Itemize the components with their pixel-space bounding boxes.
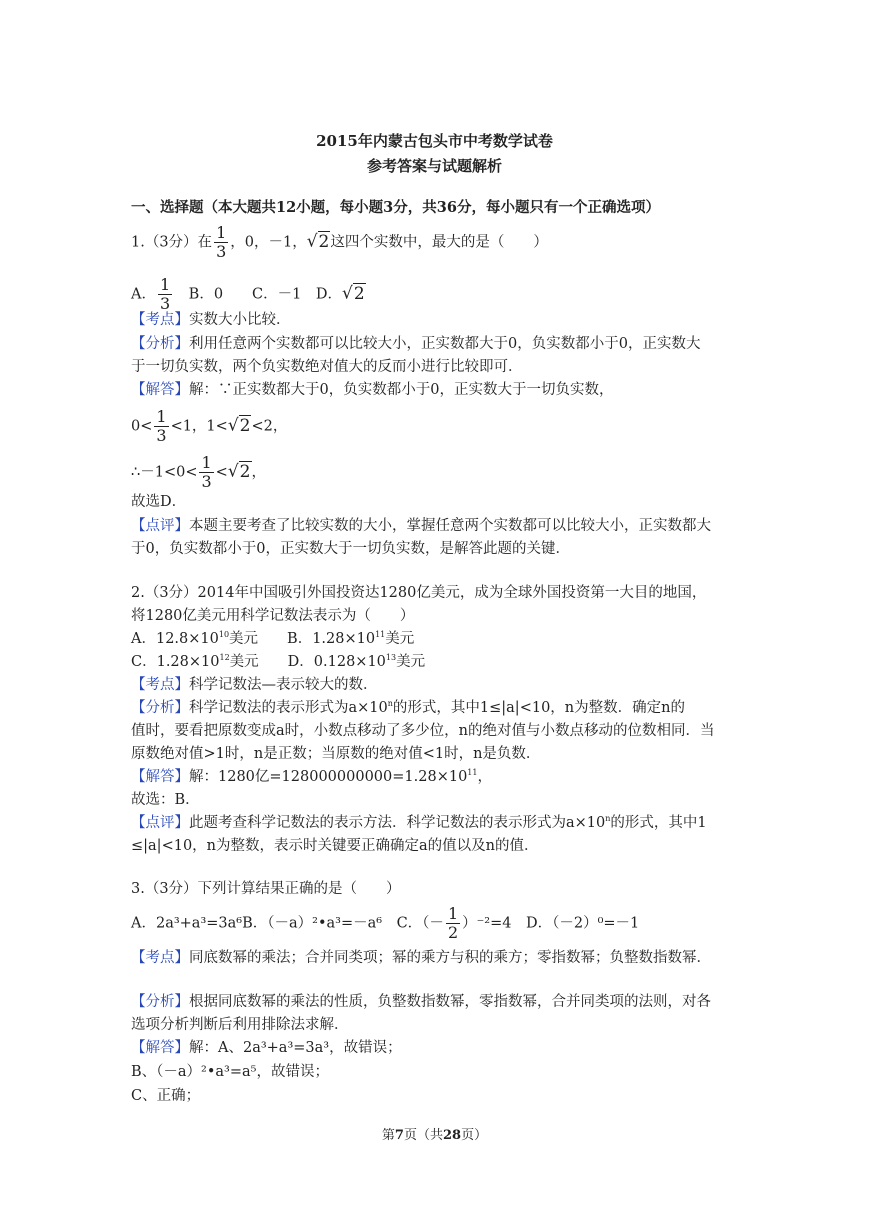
q1-option-d-sqrt: √2 xyxy=(342,283,365,304)
q3-fenxi xyxy=(131,992,711,1012)
q1-option-a-den: 3 xyxy=(159,294,171,313)
q2-kaodian-label: 【考点】 xyxy=(131,677,189,693)
dianping-label: 【点评】 xyxy=(131,518,189,534)
q1-stem-mid: ，0，－1， xyxy=(230,234,307,251)
q1-ineq1-sqrt: √2 xyxy=(227,415,251,436)
kaodian-label: 【考点】 xyxy=(131,312,189,328)
q2-stem-cont: 将1280亿美元用科学记数法表示为（ ） xyxy=(131,608,415,624)
q3-kaodian-label: 【考点】 xyxy=(131,950,189,966)
q2-dianping-label: 【点评】 xyxy=(131,815,189,831)
q1-ineq1-radicand: 2 xyxy=(239,415,251,436)
section-heading: 一、选择题（本大题共12小题，每小题3分，共36分，每小题只有一个正确选项） xyxy=(131,199,660,216)
q1-fraction-num: 1 xyxy=(216,223,227,242)
q2-option-a-exp: 10 xyxy=(218,630,230,639)
q2-option-d-unit: 美元 xyxy=(396,654,426,670)
q1-jieda xyxy=(131,380,613,400)
q1-option-a-label: A． xyxy=(131,286,156,303)
q2-option-a-unit: 美元 xyxy=(229,631,259,647)
q2-options-ab xyxy=(131,629,414,649)
q3-option-d: D．（－2）⁰=－1 xyxy=(511,915,640,932)
q1-ineq1-c: <2， xyxy=(251,418,288,435)
q1-kaodian-text: 实数大小比较． xyxy=(189,312,291,328)
q1-dianping xyxy=(131,516,711,536)
footer-page-number: 7 xyxy=(394,1128,404,1143)
q2-fenxi-cont-1: 值时，要看把原数变成a时，小数点移动了多少位，n的绝对值与小数点移动的位数相同．当 xyxy=(131,723,715,739)
q2-jieda-label: 【解答】 xyxy=(131,769,189,785)
q2-option-d: D．0.128×10 xyxy=(258,654,386,670)
q1-dianping-cont: 于0，负实数都小于0，正实数大于一切负实数，是解答此题的关键． xyxy=(131,541,570,557)
q3-jieda xyxy=(131,1038,402,1058)
q2-jieda-pre: 解：1280亿=128000000000=1.28×10 xyxy=(189,769,468,785)
q1-fenxi xyxy=(131,334,700,354)
q1-option-d-radicand: 2 xyxy=(353,283,365,304)
q3-jieda-b: B、（－a）²•a³=a⁵，故错误； xyxy=(131,1064,329,1080)
q1-sqrt-radicand: 2 xyxy=(318,231,330,252)
q1-ineq2-sqrt: √2 xyxy=(227,461,251,482)
q3-option-a: A．2a³+a³=3a⁶ xyxy=(131,915,243,932)
q3-fenxi-text: 根据同底数幂的乘法的性质，负整数指数幂，零指数幂，合并同类项的法则，对各 xyxy=(189,994,711,1010)
q1-sqrt: √2 xyxy=(306,231,330,252)
q2-answer: 故选：B． xyxy=(131,792,200,808)
q2-fenxi-exp: n xyxy=(387,699,393,708)
q2-jieda-exp: 11 xyxy=(467,768,478,777)
q1-option-a-num: 1 xyxy=(159,275,171,294)
document-subtitle: 参考答案与试题解析 xyxy=(366,157,502,175)
q3-options xyxy=(131,905,639,942)
q2-jieda-post: ， xyxy=(477,769,492,785)
q1-ineq1-num: 1 xyxy=(156,407,167,426)
q2-fenxi-pre: 科学记数法的表示形式为a×10 xyxy=(189,700,388,716)
q1-ineq2-den: 3 xyxy=(201,472,212,491)
q1-answer: 故选D． xyxy=(131,494,187,510)
q3-frac-num: 1 xyxy=(447,904,459,923)
q2-option-d-exp: 13 xyxy=(385,653,397,662)
fenxi-label: 【分析】 xyxy=(131,336,189,352)
q3-fenxi-label: 【分析】 xyxy=(131,994,189,1010)
document-title: 2015年内蒙古包头市中考数学试卷 xyxy=(316,132,553,150)
q1-stem-pre: 1.（3分）在 xyxy=(131,234,213,251)
q1-options-rest: B．0 C．－1 D． xyxy=(174,286,342,303)
q1-stem xyxy=(131,224,548,261)
footer-mid: 页（共 xyxy=(403,1128,443,1143)
q2-fenxi xyxy=(131,698,685,718)
q2-kaodian xyxy=(131,675,378,695)
q3-option-c-pre: C．（－ xyxy=(382,915,444,932)
q1-option-a-fraction xyxy=(158,276,172,313)
q3-frac-den: 2 xyxy=(447,923,459,942)
q3-jieda-c: C、正确； xyxy=(131,1088,201,1104)
q1-ineq1-den: 3 xyxy=(156,426,167,445)
q2-jieda xyxy=(131,767,492,787)
jieda-label: 【解答】 xyxy=(131,382,189,398)
q3-jieda-text: 解：A、2a³+a³=3a³，故错误； xyxy=(189,1040,402,1056)
q3-option-c-post: ）⁻²=4 xyxy=(462,915,512,932)
q1-fenxi-cont: 于一切负实数，两个负实数绝对值大的反而小进行比较即可． xyxy=(131,359,523,375)
q2-option-b-exp: 11 xyxy=(375,630,386,639)
q2-option-b: B．1.28×10 xyxy=(258,631,376,647)
q2-fenxi-post: 的形式，其中1≤|a|<10，n为整数．确定n的 xyxy=(392,700,685,716)
q2-option-c-exp: 12 xyxy=(219,653,230,662)
q2-option-c: C．1.28×10 xyxy=(131,654,220,670)
q3-fenxi-cont: 选项分析判断后利用排除法求解． xyxy=(131,1017,349,1033)
q1-ineq2-radicand: 2 xyxy=(239,461,251,482)
q3-option-c-fraction xyxy=(446,905,460,942)
q1-fraction-den: 3 xyxy=(216,242,227,261)
q1-ineq2-c: ， xyxy=(251,464,266,481)
q2-dianping-cont: ≤|a|<10，n为整数，表示时关键要正确确定a的值以及n的值． xyxy=(131,838,539,854)
q2-options-cd xyxy=(131,652,425,672)
q1-ineq1-fraction xyxy=(154,408,168,445)
q3-kaodian-text: 同底数幂的乘法；合并同类项；幂的乘方与积的乘方；零指数幂；负整数指数幂． xyxy=(189,950,711,966)
footer-total-pages: 28 xyxy=(442,1128,462,1143)
q2-option-c-unit: 美元 xyxy=(229,654,259,670)
q1-fenxi-text-1: 利用任意两个实数都可以比较大小，正实数都大于0，负实数都小于0，正实数大 xyxy=(189,336,701,352)
q1-stem-post: 这四个实数中，最大的是（ ） xyxy=(330,234,548,251)
q2-option-a: A．12.8×10 xyxy=(131,631,219,647)
q1-ineq1-b: <1，1< xyxy=(170,418,228,435)
q2-option-b-unit: 美元 xyxy=(385,631,415,647)
footer-pre: 第 xyxy=(381,1128,395,1143)
footer-post: 页） xyxy=(461,1128,488,1143)
q1-kaodian xyxy=(131,310,291,330)
q1-jieda-text: 解：∵正实数都大于0，负实数都小于0，正实数大于一切负实数， xyxy=(189,382,614,398)
q2-dianping-pre: 此题考查科学记数法的表示方法．科学记数法的表示形式为a×10 xyxy=(189,815,606,831)
q1-options xyxy=(131,276,366,313)
q3-kaodian xyxy=(131,948,711,968)
q1-dianping-text: 本题主要考查了比较实数的大小，掌握任意两个实数都可以比较大小，正实数都大 xyxy=(189,518,711,534)
q1-ineq2-a: ∴－1<0< xyxy=(131,464,198,481)
q2-fenxi-cont-2: 原数绝对值>1时，n是正数；当原数的绝对值<1时，n是负数． xyxy=(131,746,541,762)
q2-stem: 2.（3分）2014年中国吸引外国投资达1280亿美元，成为全球外国投资第一大目的地国， xyxy=(131,585,707,601)
q2-kaodian-text: 科学记数法—表示较大的数． xyxy=(189,677,378,693)
q1-inequality-2 xyxy=(131,454,266,491)
q1-ineq1-a: 0< xyxy=(131,418,153,435)
q1-inequality-1 xyxy=(131,408,287,445)
q2-dianping-exp: n xyxy=(605,814,611,823)
q2-fenxi-label: 【分析】 xyxy=(131,700,189,716)
q1-ineq2-b: < xyxy=(215,464,228,481)
q2-dianping xyxy=(131,813,707,833)
q3-jieda-label: 【解答】 xyxy=(131,1040,189,1056)
q1-ineq2-fraction xyxy=(199,454,213,491)
q1-fraction xyxy=(214,224,228,261)
q3-stem: 3.（3分）下列计算结果正确的是（ ） xyxy=(131,881,401,897)
q1-ineq2-num: 1 xyxy=(201,453,212,472)
page-footer xyxy=(0,1124,869,1143)
q3-option-b: B．（－a）²•a³=－a⁶ xyxy=(242,915,383,932)
q2-dianping-post: 的形式，其中1 xyxy=(610,815,707,831)
